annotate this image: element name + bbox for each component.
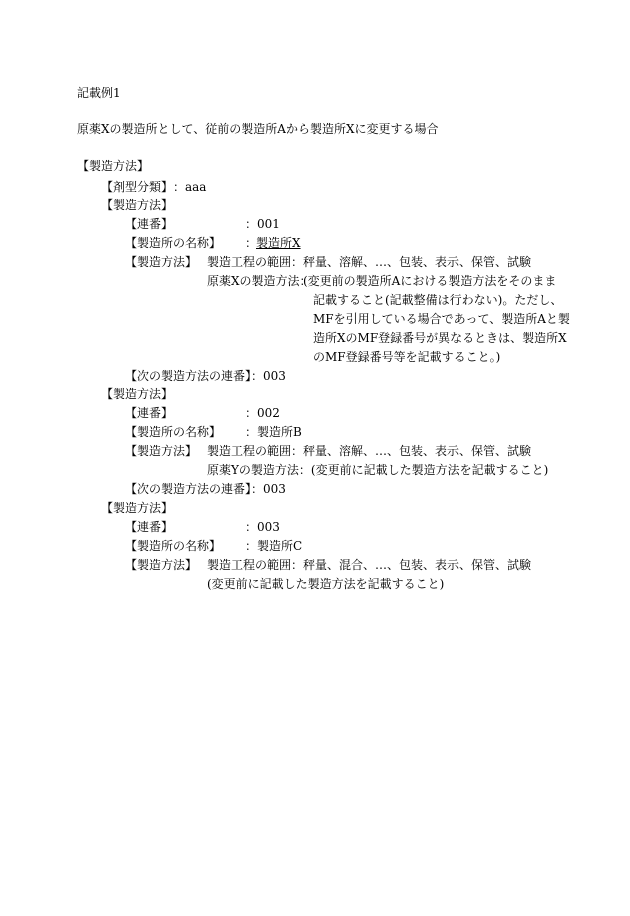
- method-3-header: 【製造方法】: [101, 501, 174, 515]
- method-1-next-serial: 【次の製造方法の連番】：003: [125, 369, 286, 383]
- method-2-site-name: ：製造所B: [245, 425, 302, 439]
- method-1-desc-label: 原薬Xの製造方法：: [207, 274, 312, 288]
- method-1-site-name: 製造所X: [256, 236, 301, 250]
- dosage-form-label: 【剤型分類】: [101, 180, 174, 194]
- method-1-desc-line: 造所XのMF登録番号が異なるときは、製造所X: [313, 331, 567, 345]
- method-2-method-label: 【製造方法】: [125, 444, 198, 458]
- dosage-form-value: ：aaa: [173, 180, 207, 194]
- method-2-serial-value: ：002: [245, 406, 280, 420]
- method-1-desc-line: MFを引用している場合であって、製造所Aと製: [313, 312, 570, 326]
- method-2-header: 【製造方法】: [101, 387, 174, 401]
- method-3-method-label: 【製造方法】: [125, 558, 198, 572]
- method-3-site-name: ：製造所C: [245, 539, 303, 553]
- method-2-desc: 原薬Yの製造方法：(変更前に記載した製造方法を記載すること): [207, 463, 549, 477]
- scenario-text: 原薬Xの製造所として、従前の製造所Aから製造所Xに変更する場合: [77, 122, 439, 136]
- method-1-method-label: 【製造方法】: [125, 255, 198, 269]
- method-1-site-colon: ：: [245, 236, 258, 250]
- method-2-next-serial: 【次の製造方法の連番】：003: [125, 482, 286, 496]
- method-3-serial-label: 【連番】: [125, 520, 174, 534]
- method-3-serial-value: ：003: [245, 520, 280, 534]
- method-1-scope: 製造工程の範囲：秤量、溶解、…、包装、表示、保管、試験: [207, 255, 532, 269]
- method-3-site-label: 【製造所の名称】: [125, 539, 222, 553]
- example-label: 記載例1: [77, 86, 121, 100]
- method-1-serial-label: 【連番】: [125, 217, 174, 231]
- section-header: 【製造方法】: [77, 159, 150, 173]
- method-2-scope: 製造工程の範囲：秤量、溶解、…、包装、表示、保管、試験: [207, 444, 532, 458]
- method-3-scope: 製造工程の範囲：秤量、混合、…、包装、表示、保管、試験: [207, 558, 532, 572]
- method-1-desc-line: 記載すること(記載整備は行わない)。ただし、: [313, 293, 563, 307]
- method-1-serial-value: ：001: [245, 217, 280, 231]
- method-2-site-label: 【製造所の名称】: [125, 425, 222, 439]
- method-1-desc-line: (変更前の製造所Aにおける製造方法をそのまま: [303, 274, 557, 288]
- method-1-header: 【製造方法】: [101, 198, 174, 212]
- method-1-site-label: 【製造所の名称】: [125, 236, 222, 250]
- method-1-desc-line: のMF登録番号等を記載すること。): [313, 350, 501, 364]
- method-2-serial-label: 【連番】: [125, 406, 174, 420]
- method-3-desc: (変更前に記載した製造方法を記載すること): [207, 577, 445, 591]
